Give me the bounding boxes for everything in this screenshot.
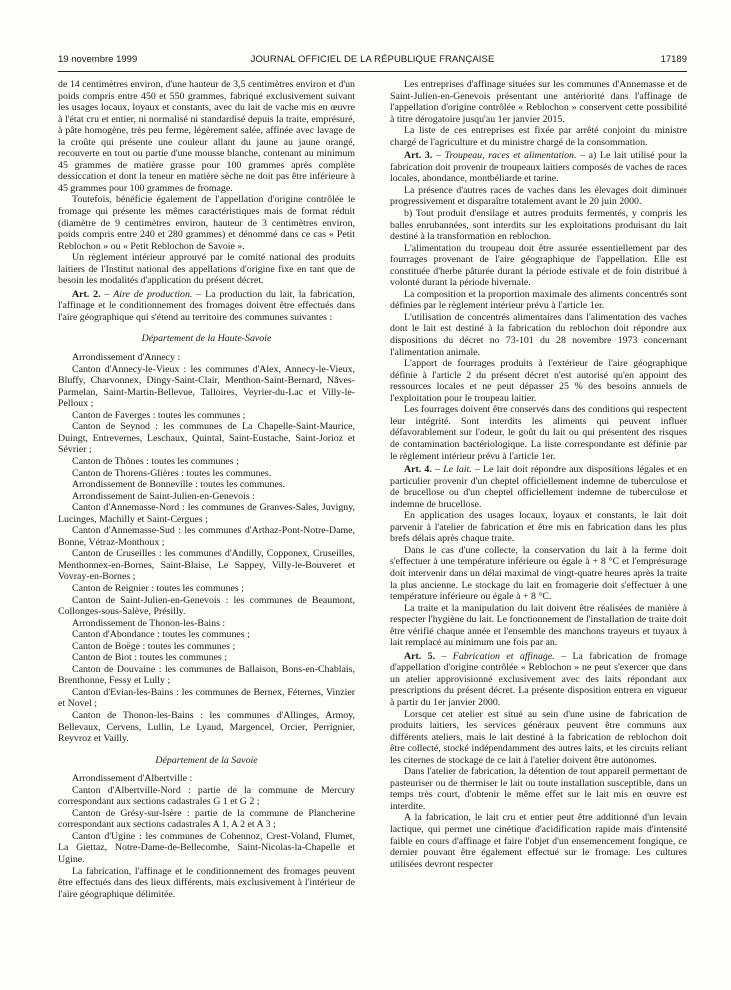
article-text: La fabrication de fromage d'appellation d'origine contrôlée « Reblochon » ne peut s'exercer que dans un atelier approvisionné exclusivement avec des laits répondant aux prescriptions du présent décret. La présente disposition entrera en vigueur à partir du 1er janvier 2000. bbox=[390, 650, 687, 708]
paragraph: A la fabrication, le lait cru et entier peut être additionné d'un levain lactique, qui permet une cinétique d'acidification rapide mais d'intensité faible en cours d'affinage et faire l'objet d'un ensemencement fongique, ce dernier pouvant être également effectué sur le fromage. Les cultures utilisées devront respecter bbox=[390, 812, 687, 870]
paragraph: Dans l'atelier de fabrication, la détention de tout appareil permettant de pasteuriser ou de thermiser le lait ou toute installation susceptible, dans un temps très court, d'obtenir le même effet sur le lait mis en œuvre est interdite. bbox=[390, 766, 687, 812]
paragraph: La liste de ces entreprises est fixée par arrêté conjoint du ministre chargé de l'agriculture et du ministre chargé de la consommation. bbox=[390, 125, 687, 148]
list-item: Canton de Boëge : toutes les communes ; bbox=[72, 640, 236, 652]
paragraph: L'utilisation de concentrés alimentaires dans l'alimentation des vaches dont le lait est destiné à la fabrication du reblochon doit répondre aux dispositions du décret no 73-101 du 28 novembre 1973 concernant l'alimentation animale. bbox=[390, 311, 687, 358]
right-column bbox=[390, 79, 687, 979]
paragraph: Les fourrages doivent être conservés dans des conditions qui respectent leur intégrité. Sont interdits les aliments qui peuvent influer défavorablement sur l'odeur, le goût du lait ou qui présentent des risques de contamination bactériologique. La liste correspondante est définie par le règlement intérieur prévu à l'article 1er. bbox=[390, 404, 687, 462]
department-heading: Département de la Haute-Savoie bbox=[141, 333, 272, 345]
paragraph: Toutefois, bénéficie également de l'appellation d'origine contrôlée le fromage qui présente les mêmes caractéristiques mais de format réduit (diamètre de 9 centimètres environ, hauteur de 3 centimètres environ, poids compris entre 240 et 280 grammes) et dénommé dans ce cas « Petit Reblochon » ou « Petit Reblochon de Savoie ». bbox=[58, 194, 355, 252]
list-item: Canton de Biot : toutes les communes ; bbox=[72, 652, 227, 664]
paragraph: La traite et la manipulation du lait doivent être réalisées de manière à respecter l'hygiène du lait. Le fonctionnement de l'installation de traite doit être vérifié chaque année et l'ensemble des manchons trayeurs et tuyaux à lait remplacé au minimum une fois par an. bbox=[390, 602, 687, 649]
list-item: Arrondissement de Bonneville : toutes les communes. bbox=[72, 479, 286, 491]
list-item: Canton d'Albertville-Nord : partie de la commune de Mercury correspondant aux sections cadastrales G 1 et G 2 ; bbox=[58, 784, 355, 808]
article-title: Troupeau, races et alimentation. bbox=[444, 150, 577, 162]
paragraph: Lorsque cet atelier est situé au sein d'une usine de fabrication de produits laitiers, les services généraux peuvent être communs aux différents ateliers, mais le lait destiné à la fabrication de reblochon doit être collecté, stocké indépendamment des autres laits, et les circuits reliant les citernes de stockage de ce lait à l'atelier doivent être autonomes. bbox=[390, 708, 687, 766]
list-item: Canton d'Evian-les-Bains : les communes de Bernex, Féternes, Vinzier et Novel ; bbox=[58, 686, 355, 710]
article-title: Aire de production. bbox=[113, 288, 193, 300]
article-3: Art. 3. – Troupeau, races et alimentation. – a) Le lait utilisé pour la fabrication doit provenir de troupeaux laitiers composés de vaches de races locales, abondance, montbéliarde et tarine. bbox=[390, 150, 687, 185]
paragraph: Les entreprises d'affinage situées sur les communes d'Annemasse et de Saint-Julien-en-Genevois présentant une antériorité dans l'affinage de l'appellation d'origine contrôlée « Reblochon » conservent cette possibilité à titre dérogatoire jusqu'au 1er janvier 2015. bbox=[390, 79, 687, 125]
list-item: Canton de Grésy-sur-Isère : partie de la commune de Plancherine correspondant aux sections cadastrales A 1, A 2 et A 3 ; bbox=[58, 807, 355, 831]
paragraph: En application des usages locaux, loyaux et constants, le lait doit parvenir à l'atelier de fabrication et être mis en fabrication dans les plus brefs délais après chaque traite. bbox=[390, 510, 687, 545]
header-date: 19 novembre 1999 bbox=[58, 54, 138, 65]
list-item: Canton d'Abondance : toutes les communes ; bbox=[72, 629, 250, 641]
header-page-number: 17189 bbox=[660, 54, 687, 65]
article-label: Art. 3. bbox=[404, 150, 433, 162]
list-item: Arrondissement de Thonon-les-Bains : bbox=[72, 617, 226, 629]
article-2: Art. 2. – Aire de production. – La production du lait, la fabrication, l'affinage et le conditionnement des fromages doivent être effectués dans l'aire géographique qui s'étend au territoire des communes suivantes : bbox=[58, 288, 355, 323]
list-item: Canton d'Annemasse-Sud : les communes d'Arthaz-Pont-Notre-Dame, Bonne, Vétraz-Monthoux ; bbox=[58, 525, 355, 548]
paragraph: Dans le cas d'une collecte, la conservation du lait à la ferme doit s'effectuer à une température inférieure ou égale à + 8 °C et l'emprésurage doit intervenir dans un délai maximal de vingt-quatre heures après la traite la plus ancienne. Le stockage du lait en fromagerie doit s'effectuer à une température inférieure ou égale à + 8 °C. bbox=[390, 544, 687, 603]
paragraph: La présence d'autres races de vaches dans les élevages doit diminuer progressivement et disparaître totalement avant le 20 juin 2000. bbox=[390, 184, 687, 208]
article-4: Art. 4. – Le lait. – Le lait doit répondre aux dispositions légales et en particulier provenir d'un cheptel officiellement indemne de tuberculose et de brucellose ou d'un cheptel officiellement indemne de tuberculose et indemne de brucellose. bbox=[390, 464, 687, 510]
article-label: Art. 2. bbox=[72, 288, 101, 300]
list-item: Canton de Thorens-Glières : toutes les communes. bbox=[72, 467, 272, 479]
list-item: Arrondissement d'Annecy : bbox=[72, 352, 181, 364]
article-label: Art. 5. bbox=[404, 650, 436, 662]
list-item: Canton de Thônes : toutes les communes ; bbox=[72, 455, 239, 467]
left-column bbox=[58, 79, 355, 979]
article-5: Art. 5. – Fabrication et affinage. – La fabrication de fromage d'appellation d'origine contrôlée « Reblochon » ne peut s'exercer que dans un atelier approvisionné exclusivement avec des laits répondant aux prescriptions du présent décret. La présente disposition entrera en vigueur à partir du 1er janvier 2000. bbox=[390, 650, 687, 708]
paragraph: de 14 centimètres environ, d'une hauteur de 3,5 centimètres environ et d'un poids compris entre 450 et 550 grammes, fabriqué exclusivement suivant les usages locaux, loyaux et constants, avec du lait de vache mis en œuvre à l'état cru et entier, ni normalisé ni standardisé depuis la traite, emprésuré, à pâte homogène, très peu ferme, légèrement salée, affinée avec lavage de la croûte qui présente une couleur allant du jaune au jaune orangé, recouverte en tout ou partie d'une mousse blanche, contenant au minimum 45 grammes de matière grasse pour 100 grammes après complète dessiccation et dont la teneur en matière sèche ne doit pas être inférieure à 45 grammes pour 100 grammes de fromage. bbox=[58, 79, 355, 194]
paragraph: L'alimentation du troupeau doit être assurée essentiellement par des fourrages provenant de l'aire géographique de l'appellation. Elle est constituée d'herbe pâturée durant la période estivale et de foin distribué à volonté durant la période hivernale. bbox=[390, 242, 687, 289]
paragraph: L'apport de fourrages produits à l'extérieur de l'aire géographique définie à l'article 2 du présent décret n'est autorisé qu'en appoint des ressources locales et ne peut dépasser 25 % des besoins annuels de l'exploitation pour le troupeau laitier. bbox=[390, 358, 687, 404]
header-journal-title: JOURNAL OFFICIEL DE LA RÉPUBLIQUE FRANÇAISE bbox=[250, 54, 495, 65]
header-rule bbox=[58, 71, 687, 72]
haute-savoie-list bbox=[58, 352, 355, 745]
list-item: Canton de Thonon-les-Bains : les communes d'Allinges, Armoy, Bellevaux, Cervens, Lullin, Le Lyaud, Margencel, Orcier, Perrignier, Reyvroz et Vailly. bbox=[58, 709, 355, 745]
department-heading: Département de la Savoie bbox=[155, 754, 258, 766]
list-item: Canton de Cruseilles : les communes d'Andilly, Copponex, Cruseilles, Menthonnex-en-Bornes, Saint-Blaise, Le Sappey, Villy-le-Bouveret et Vovray-en-Bornes ; bbox=[58, 548, 355, 583]
list-item: Canton de Saint-Julien-en-Genevois : les communes de Beaumont, Collonges-sous-Salève, Présilly. bbox=[58, 594, 355, 618]
paragraph: La composition et la proportion maximale des aliments concentrés sont définies par le règlement intérieur prévu à l'article 1er. bbox=[390, 288, 687, 312]
paragraph: Un règlement intérieur approuvé par le comité national des produits laitiers de l'Institut national des appellations d'origine fixe en tant que de besoin les modalités d'application du présent décret. bbox=[58, 252, 355, 287]
article-title: Le lait. bbox=[443, 464, 472, 476]
list-item: Arrondissement de Saint-Julien-en-Genevois : bbox=[72, 490, 255, 502]
paragraph: La fabrication, l'affinage et le conditionnement des fromages peuvent être effectués dans des lieux différents, mais exclusivement à l'intérieur de l'aire géographique délimitée. bbox=[58, 865, 355, 900]
list-item: Canton de Faverges : toutes les communes ; bbox=[72, 409, 246, 421]
article-text: a) Le lait utilisé pour la fabrication doit provenir de troupeaux laitiers composés de vaches de races locales, abondance, montbéliarde et tarine. bbox=[390, 150, 687, 185]
article-text: La production du lait, la fabrication, l'affinage et le conditionnement des fromages doivent être effectués dans l'aire géographique qui s'étend au territoire des communes suivantes : bbox=[58, 288, 355, 323]
list-item: Canton d'Annecy-le-Vieux : les communes d'Alex, Annecy-le-Vieux, Bluffy, Charvonnex, Dingy-Saint-Clair, Menthon-Saint-Bernard, Nâves-Parmelan, Saint-Martin-Bellevue, Talloires, Veyrier-du-Lac et Villy-le-Pelloux ; bbox=[58, 363, 355, 410]
list-item: Canton de Reignier : toutes les communes ; bbox=[72, 582, 244, 594]
page-header bbox=[58, 54, 687, 68]
list-item: Canton d'Annemasse-Nord : les communes de Granves-Sales, Juvigny, Lucinges, Machilly et Saint-Cergues ; bbox=[58, 502, 355, 525]
list-item: Canton de Douvaine : les communes de Ballaison, Bons-en-Chablais, Brenthonne, Fessy et Lully ; bbox=[58, 663, 355, 687]
savoie-list bbox=[58, 773, 355, 900]
list-item: Canton de Seynod : les communes de La Chapelle-Saint-Maurice, Duingt, Entrevernes, Leschaux, Quintal, Saint-Eustache, Saint-Jorioz et Sévrier ; bbox=[58, 421, 355, 456]
article-text: Le lait doit répondre aux dispositions légales et en particulier provenir d'un cheptel officiellement indemne de tuberculose et de brucellose ou d'un cheptel officiellement indemne de tuberculose et indemne de brucellose. bbox=[390, 464, 687, 510]
paragraph: b) Tout produit d'ensilage et autres produits fermentés, y compris les balles enrubannées, sont interdits sur les exploitations produisant du lait destiné à la transformation en reblochon. bbox=[390, 208, 687, 243]
article-label: Art. 4. bbox=[404, 464, 432, 476]
list-item: Arrondissement d'Albertville : bbox=[72, 773, 193, 785]
article-title: Fabrication et affinage. bbox=[452, 650, 555, 662]
list-item: Canton d'Ugine : les communes de Cohennoz, Crest-Voland, Flumet, La Giettaz, Notre-Dame-de-Bellecombe, Saint-Nicolas-la-Chapelle et Ugine. bbox=[58, 830, 355, 865]
